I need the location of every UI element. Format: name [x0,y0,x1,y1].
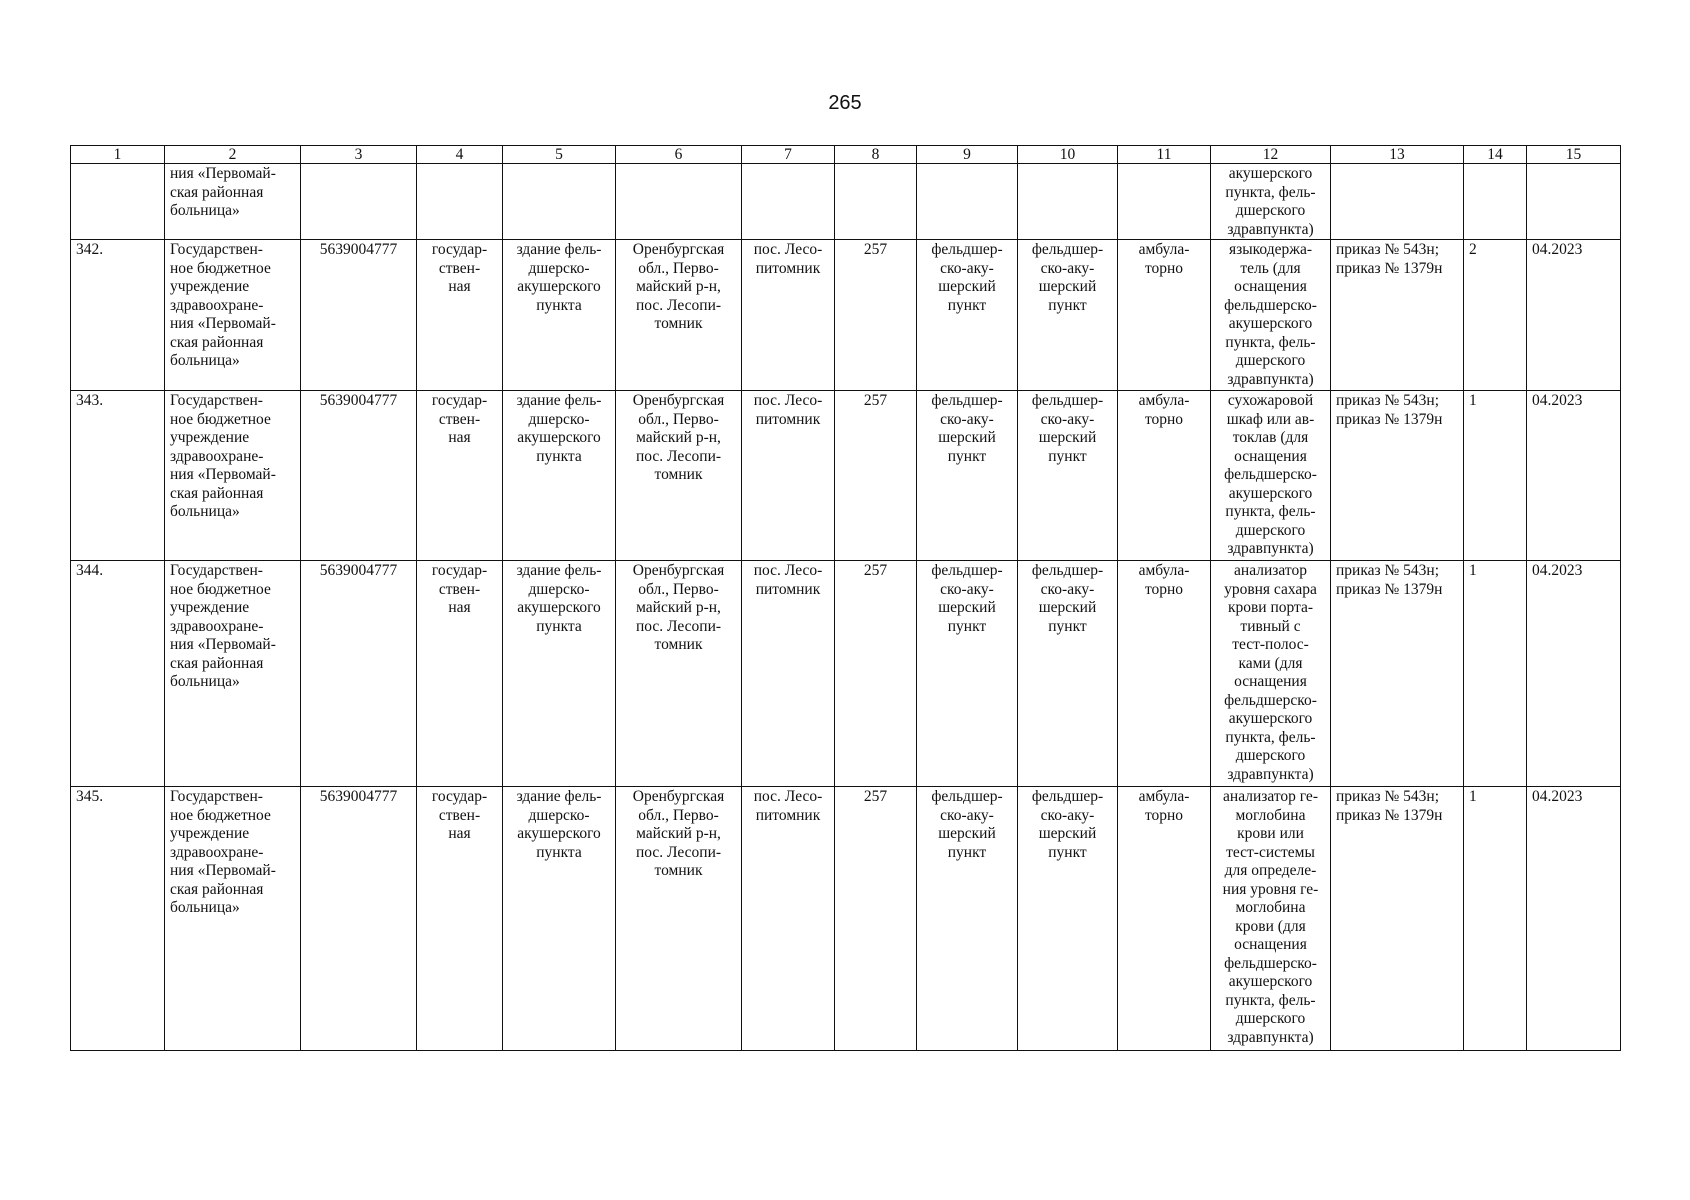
facility-type: фельдшер- ско-аку- шерский пункт [917,240,1018,391]
code: 257 [835,240,917,391]
organization-name: Государствен- ное бюджетное учреждение здравоохране- ния «Первомай- ская районная больница» [165,787,301,1051]
care-form: амбула- торно [1118,561,1211,787]
facility-subtype: фельдшер- ско-аку- шерский пункт [1018,240,1118,391]
inn: 5639004777 [301,240,417,391]
registry-table [70,145,1621,1051]
equipment: анализатор ге- моглобина крови или тест-системы для определе- ния уровня ге- моглобина крови (для оснащения фельдшерско- акушерского пункта, фель- дшерского здравпункта) [1211,787,1331,1051]
ownership: государ- ствен- ная [417,240,503,391]
building: здание фель- дшерско- акушерского пункта [503,240,616,391]
column-header: 12 [1211,146,1331,164]
quantity: 2 [1464,240,1527,391]
address [616,164,742,240]
page-number: 265 [828,92,862,114]
building: здание фель- дшерско- акушерского пункта [503,391,616,561]
facility-subtype [1018,164,1118,240]
facility-type [917,164,1018,240]
address: Оренбургская обл., Перво- майский р-н, пос. Лесопи- томник [616,391,742,561]
building: здание фель- дшерско- акушерского пункта [503,561,616,787]
date: 04.2023 [1527,391,1621,561]
order: приказ № 543н; приказ № 1379н [1331,561,1464,787]
building [503,164,616,240]
locality: пос. Лесо- питомник [742,240,835,391]
equipment: языкодержа- тель (для оснащения фельдшерско- акушерского пункта, фель- дшерского здравпункта) [1211,240,1331,391]
column-header: 8 [835,146,917,164]
quantity: 1 [1464,391,1527,561]
column-header: 3 [301,146,417,164]
inn [301,164,417,240]
column-header: 1 [71,146,165,164]
column-header: 9 [917,146,1018,164]
quantity [1464,164,1527,240]
column-header: 11 [1118,146,1211,164]
row-number: 343. [71,391,165,561]
table-row [71,561,1621,787]
locality: пос. Лесо- питомник [742,561,835,787]
table-row [71,391,1621,561]
column-header: 7 [742,146,835,164]
code: 257 [835,787,917,1051]
ownership [417,164,503,240]
organization-name: Государствен- ное бюджетное учреждение здравоохране- ния «Первомай- ская районная больница» [165,391,301,561]
row-number: 345. [71,787,165,1051]
column-header: 4 [417,146,503,164]
locality: пос. Лесо- питомник [742,787,835,1051]
equipment: акушерского пункта, фель- дшерского здравпункта) [1211,164,1331,240]
locality: пос. Лесо- питомник [742,391,835,561]
column-header: 2 [165,146,301,164]
facility-type: фельдшер- ско-аку- шерский пункт [917,561,1018,787]
row-number [71,164,165,240]
column-header: 10 [1018,146,1118,164]
code [835,164,917,240]
organization-name: ния «Первомай- ская районная больница» [165,164,301,240]
care-form: амбула- торно [1118,391,1211,561]
organization-name: Государствен- ное бюджетное учреждение здравоохране- ния «Первомай- ская районная больница» [165,561,301,787]
order: приказ № 543н; приказ № 1379н [1331,240,1464,391]
code: 257 [835,391,917,561]
equipment: анализатор уровня сахара крови порта- тивный с тест-полос- ками (для оснащения фельдшерско- акушерского пункта, фель- дшерского здравпункта) [1211,561,1331,787]
header-row [71,146,1621,164]
ownership: государ- ствен- ная [417,391,503,561]
care-form: амбула- торно [1118,240,1211,391]
order: приказ № 543н; приказ № 1379н [1331,391,1464,561]
facility-subtype: фельдшер- ско-аку- шерский пункт [1018,561,1118,787]
facility-type: фельдшер- ско-аку- шерский пункт [917,391,1018,561]
date: 04.2023 [1527,787,1621,1051]
date: 04.2023 [1527,240,1621,391]
column-header: 13 [1331,146,1464,164]
inn: 5639004777 [301,561,417,787]
order [1331,164,1464,240]
quantity: 1 [1464,787,1527,1051]
table-row [71,240,1621,391]
facility-subtype: фельдшер- ско-аку- шерский пункт [1018,787,1118,1051]
address: Оренбургская обл., Перво- майский р-н, пос. Лесопи- томник [616,787,742,1051]
inn: 5639004777 [301,391,417,561]
building: здание фель- дшерско- акушерского пункта [503,787,616,1051]
care-form [1118,164,1211,240]
address: Оренбургская обл., Перво- майский р-н, пос. Лесопи- томник [616,240,742,391]
care-form: амбула- торно [1118,787,1211,1051]
organization-name: Государствен- ное бюджетное учреждение здравоохране- ния «Первомай- ская районная больница» [165,240,301,391]
locality [742,164,835,240]
quantity: 1 [1464,561,1527,787]
table-row [71,787,1621,1051]
column-header: 6 [616,146,742,164]
ownership: государ- ствен- ная [417,787,503,1051]
order: приказ № 543н; приказ № 1379н [1331,787,1464,1051]
code: 257 [835,561,917,787]
date: 04.2023 [1527,561,1621,787]
ownership: государ- ствен- ная [417,561,503,787]
facility-type: фельдшер- ско-аку- шерский пункт [917,787,1018,1051]
column-header: 14 [1464,146,1527,164]
row-number: 344. [71,561,165,787]
date [1527,164,1621,240]
table-row [71,164,1621,240]
column-header: 5 [503,146,616,164]
facility-subtype: фельдшер- ско-аку- шерский пункт [1018,391,1118,561]
row-number: 342. [71,240,165,391]
column-header: 15 [1527,146,1621,164]
inn: 5639004777 [301,787,417,1051]
equipment: сухожаровой шкаф или ав- токлав (для оснащения фельдшерско- акушерского пункта, фель- дшерского здравпункта) [1211,391,1331,561]
address: Оренбургская обл., Перво- майский р-н, пос. Лесопи- томник [616,561,742,787]
